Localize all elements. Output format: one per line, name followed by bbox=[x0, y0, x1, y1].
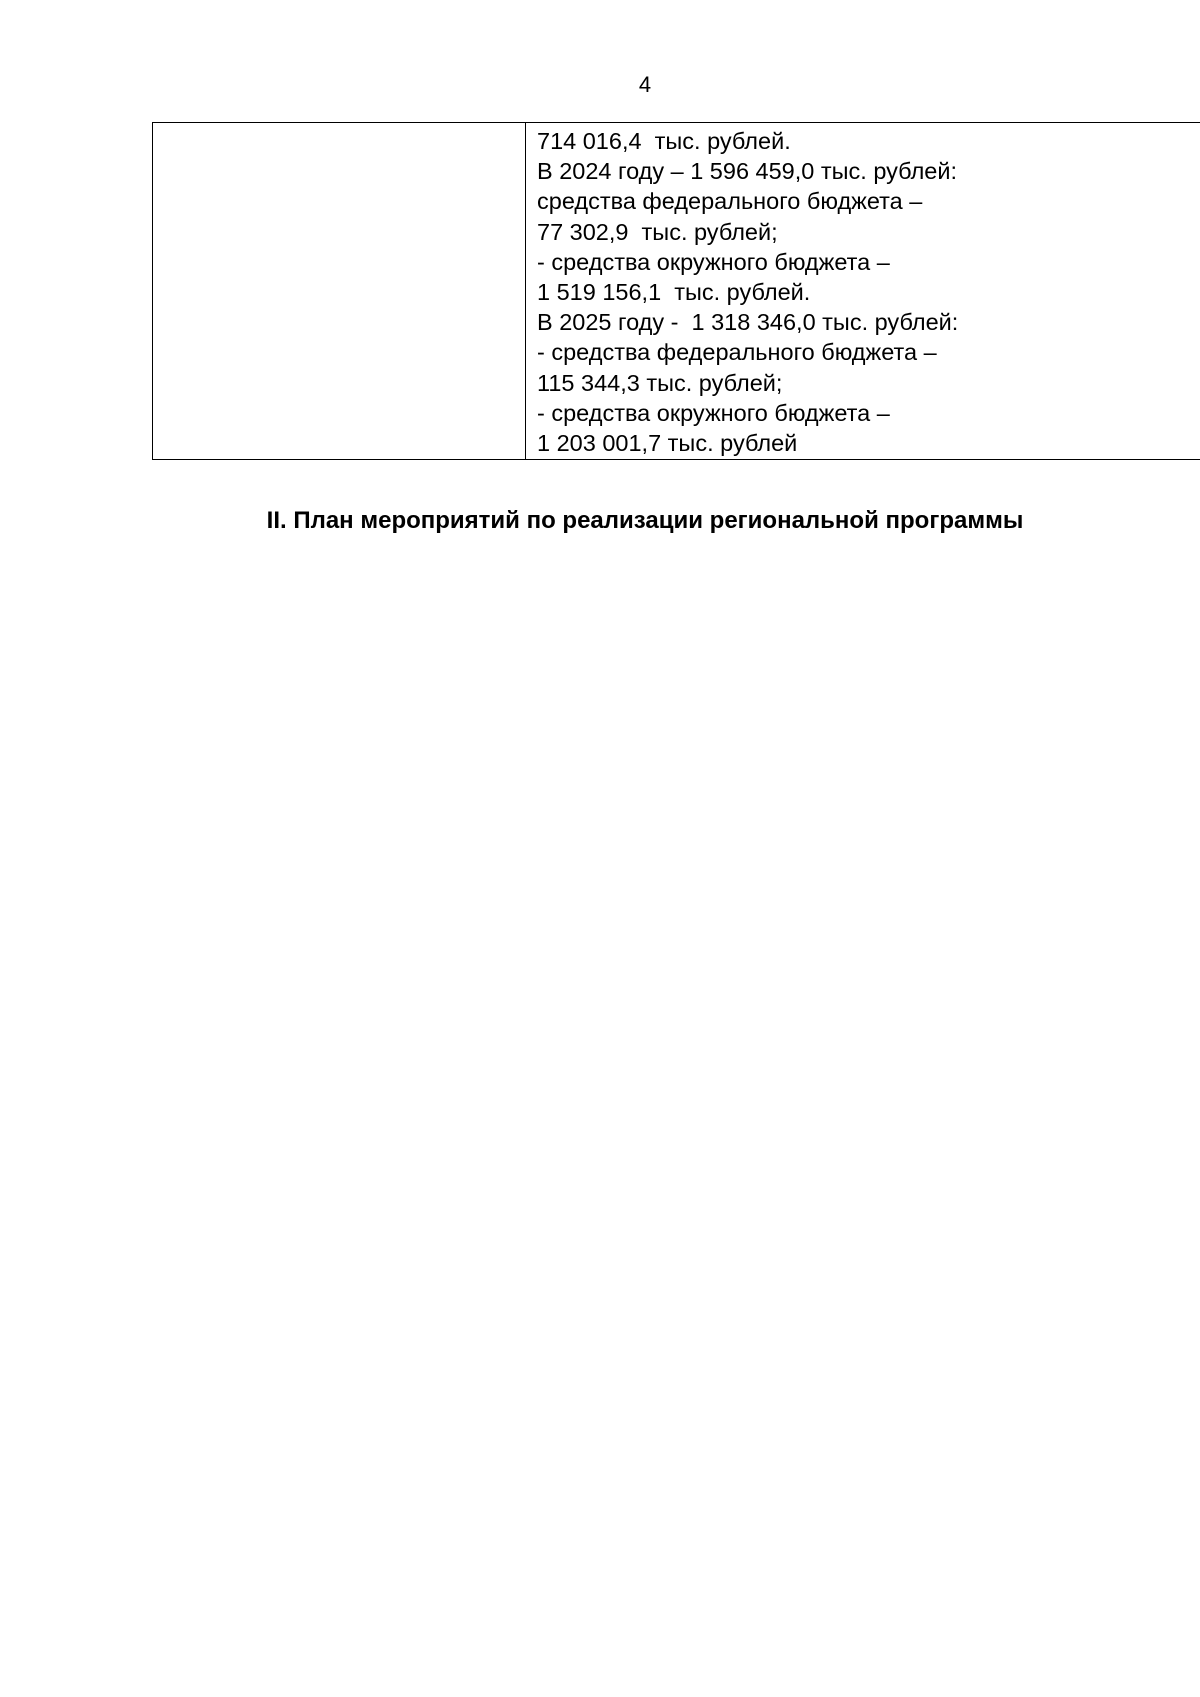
funding-line: - средства окружного бюджета – bbox=[537, 248, 890, 275]
table-row bbox=[153, 123, 1200, 460]
funding-line: 1 203 001,7 тыс. рублей bbox=[537, 430, 798, 457]
funding-line: - средства федерального бюджета – bbox=[537, 339, 937, 366]
page-number: 4 bbox=[638, 72, 652, 97]
table-cell-funding bbox=[526, 123, 1200, 460]
funding-line: средства федерального бюджета – bbox=[537, 188, 923, 215]
funding-line: В 2025 году - 1 318 346,0 тыс. рублей: bbox=[537, 309, 959, 336]
section-heading: II. План мероприятий по реализации региональной программы bbox=[266, 507, 1024, 534]
funding-line: 1 519 156,1 тыс. рублей. bbox=[537, 279, 811, 306]
funding-line: - средства окружного бюджета – bbox=[537, 399, 890, 426]
funding-line: 77 302,9 тыс. рублей; bbox=[537, 218, 778, 245]
funding-line: В 2024 году – 1 596 459,0 тыс. рублей: bbox=[537, 158, 958, 185]
table-cell-left bbox=[153, 123, 526, 460]
funding-table bbox=[152, 122, 1200, 460]
funding-line: 714 016,4 тыс. рублей. bbox=[537, 128, 791, 154]
funding-line: 115 344,3 тыс. рублей; bbox=[537, 369, 783, 396]
